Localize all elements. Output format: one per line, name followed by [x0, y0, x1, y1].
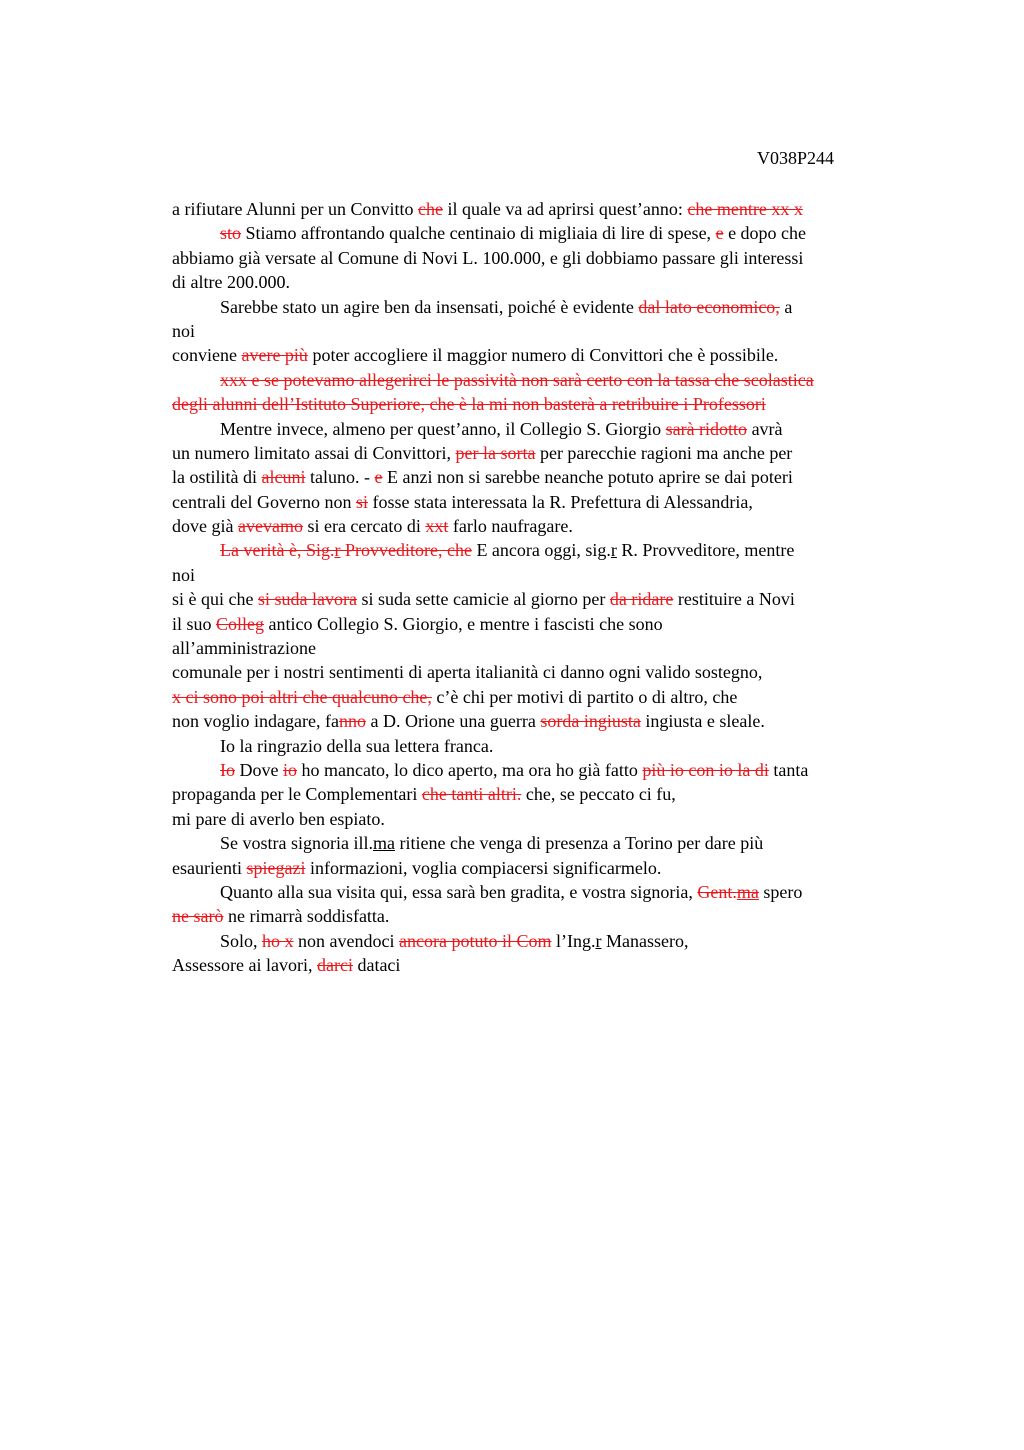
text-segment: Mentre invece, almeno per quest’anno, il Collegio S. Giorgio — [220, 418, 666, 439]
text-segment: Stiamo affrontando qualche centinaio di migliaia di lire di spese, — [241, 223, 716, 244]
deleted-text: avere più — [241, 345, 308, 366]
text-segment: R. Provveditore, mentre — [616, 540, 795, 561]
text-line — [172, 319, 912, 343]
deleted-text: più io con io la di — [642, 759, 769, 780]
text-line — [172, 758, 912, 782]
deleted-text: dal lato economico, — [638, 296, 780, 317]
text-segment: avrà — [747, 418, 783, 439]
text-segment: a — [779, 296, 793, 317]
text-segment: E ancora oggi, sig. — [471, 540, 611, 561]
text-line — [172, 660, 912, 684]
text-segment: restituire a Novi — [673, 589, 795, 610]
text-line — [172, 587, 912, 611]
text-segment: poter accogliere il maggior numero di Convittori che è possibile. — [307, 345, 779, 366]
text-segment: dove già — [172, 516, 238, 537]
text-segment: che, se peccato ci fu, — [521, 784, 676, 805]
deleted-text: sorda ingiusta — [540, 711, 641, 732]
text-segment: tanta — [768, 759, 809, 780]
deleted-text: ho x — [262, 930, 294, 951]
text-line — [172, 929, 912, 953]
text-segment: si è qui che — [172, 589, 258, 610]
deleted-text: io — [283, 759, 298, 780]
deleted-text: si suda lavora — [257, 589, 357, 610]
text-line — [172, 612, 912, 636]
text-line — [172, 417, 912, 441]
text-line — [172, 490, 912, 514]
deleted-text: che — [417, 199, 443, 219]
deleted-text: sarà ridotto — [665, 418, 748, 439]
text-line — [172, 514, 912, 538]
text-segment: Manassero, — [601, 930, 689, 951]
deleted-text: nno — [338, 711, 366, 732]
text-line — [172, 856, 912, 880]
text-segment: spero — [758, 881, 803, 902]
text-segment: di altre 200.000. — [172, 272, 290, 293]
page-identifier: V038P244 — [757, 148, 835, 168]
text-segment: noi — [172, 564, 196, 585]
deleted-text: si — [355, 491, 368, 512]
text-segment: propaganda per le Complementari — [172, 784, 422, 805]
text-segment: mi pare di averlo ben espiato. — [172, 808, 385, 829]
text-segment: fosse stata interessata la R. Prefettura di Alessandria, — [367, 491, 753, 512]
underlined-text: ma — [372, 833, 395, 854]
text-line — [172, 880, 912, 904]
deleted-text: degli alunni dell’Istituto Superiore, che è la mi non basterà a retribuire i Professori — [172, 394, 766, 415]
text-segment: esaurienti — [172, 857, 247, 878]
text-segment: si suda sette camicie al giorno per — [356, 589, 610, 610]
deleted-text: alcuni — [261, 467, 306, 488]
text-line — [172, 904, 912, 928]
text-segment: non avendoci — [293, 930, 399, 951]
text-line — [172, 709, 912, 733]
text-segment: l’Ing. — [551, 930, 596, 951]
text-segment: Solo, — [220, 930, 263, 951]
deleted-text: e — [374, 467, 383, 488]
text-segment: a rifiutare Alunni per un Convitto — [172, 199, 418, 219]
deleted-underlined-text: r — [334, 540, 341, 561]
deleted-text: Colleg — [216, 613, 265, 634]
text-segment: centrali del Governo non — [172, 491, 356, 512]
deleted-text: che mentre xx x — [687, 199, 803, 219]
text-segment: il suo — [172, 613, 217, 634]
text-segment: Dove — [235, 759, 283, 780]
text-line — [172, 368, 912, 392]
text-line — [172, 953, 912, 977]
text-segment: Se vostra signoria ill. — [220, 833, 373, 854]
deleted-text: che tanti altri. — [421, 784, 522, 805]
deleted-text: xxx e se potevamo allegerirci le passività non sarà certo con la tassa che scolastica — [220, 369, 814, 390]
text-segment: a D. Orione una guerra — [365, 711, 541, 732]
text-line — [172, 685, 912, 709]
deleted-text: spiegazi — [246, 857, 306, 878]
text-line — [172, 782, 912, 806]
text-line — [172, 807, 912, 831]
deleted-text: xxt — [425, 516, 449, 537]
deleted-text: da ridare — [609, 589, 674, 610]
text-segment: per parecchie ragioni ma anche per — [535, 442, 793, 463]
text-segment: si era cercato di — [302, 516, 426, 537]
text-segment: il quale va ad aprirsi quest’anno: — [442, 199, 688, 219]
text-line — [172, 538, 912, 562]
text-segment: Quanto alla sua visita qui, essa sarà ben gradita, e vostra signoria, — [220, 881, 698, 902]
text-segment: abbiamo già versate al Comune di Novi L. 100.000, e gli dobbiamo passare gli interessi — [172, 247, 804, 268]
text-segment: c’è chi per motivi di partito o di altro, che — [431, 686, 738, 707]
text-line — [172, 392, 912, 416]
underlined-text: r — [610, 540, 617, 561]
deleted-text: Gent. — [697, 881, 737, 902]
text-segment: dataci — [352, 955, 401, 976]
text-line — [172, 221, 912, 245]
text-line — [172, 465, 912, 489]
text-segment: Io la ringrazio della sua lettera franca. — [220, 735, 494, 756]
text-line — [172, 441, 912, 465]
text-segment: comunale per i nostri sentimenti di aperta italianità ci danno ogni valido sostegno, — [172, 662, 763, 683]
text-segment: conviene — [172, 345, 242, 366]
text-segment: farlo naufragare. — [448, 516, 573, 537]
text-segment: un numero limitato assai di Convittori, — [172, 442, 456, 463]
text-segment: informazioni, voglia compiacersi significarmelo. — [305, 857, 662, 878]
text-segment: noi — [172, 320, 196, 341]
deleted-text: Provveditore, che — [340, 540, 472, 561]
text-segment: non voglio indagare, fa — [172, 711, 339, 732]
text-line — [172, 563, 912, 587]
text-line — [172, 343, 912, 367]
deleted-text: sto — [220, 223, 242, 244]
text-segment: Sarebbe stato un agire ben da insensati, poiché è evidente — [220, 296, 639, 317]
text-line — [172, 246, 912, 270]
text-segment: e dopo che — [723, 223, 807, 244]
text-segment: antico Collegio S. Giorgio, e mentre i fascisti che sono — [264, 613, 663, 634]
text-segment: ingiusta e sleale. — [640, 711, 765, 732]
text-segment: ho mancato, lo dico aperto, ma ora ho già fatto — [297, 759, 643, 780]
deleted-text: La verità è, Sig. — [220, 540, 335, 561]
letter-body — [172, 197, 912, 978]
deleted-text: avevamo — [237, 516, 303, 537]
text-segment: E anzi non si sarebbe neanche potuto aprire se dai poteri — [382, 467, 793, 488]
text-line — [172, 831, 912, 855]
deleted-text: Io — [220, 759, 235, 780]
text-segment: taluno. - — [305, 467, 375, 488]
text-line — [172, 636, 912, 660]
text-line — [172, 734, 912, 758]
text-segment: Assessore ai lavori, — [172, 955, 317, 976]
text-segment: all’amministrazione — [172, 638, 316, 659]
deleted-text: x ci sono poi altri che qualcuno che, — [172, 686, 432, 707]
underlined-text: r — [595, 930, 602, 951]
text-line — [172, 295, 912, 319]
deleted-text: ancora potuto il Com — [398, 930, 552, 951]
deleted-text: e — [715, 223, 724, 244]
text-line — [172, 270, 912, 294]
text-segment: ritiene che venga di presenza a Torino per dare più — [394, 833, 764, 854]
deleted-text: ne sarò — [172, 906, 224, 927]
deleted-underlined-text: ma — [736, 881, 759, 902]
deleted-text: per la sorta — [455, 442, 536, 463]
text-line — [172, 197, 912, 221]
text-segment: la ostilità di — [172, 467, 262, 488]
deleted-text: darci — [316, 955, 353, 976]
text-segment: ne rimarrà soddisfatta. — [223, 906, 390, 927]
